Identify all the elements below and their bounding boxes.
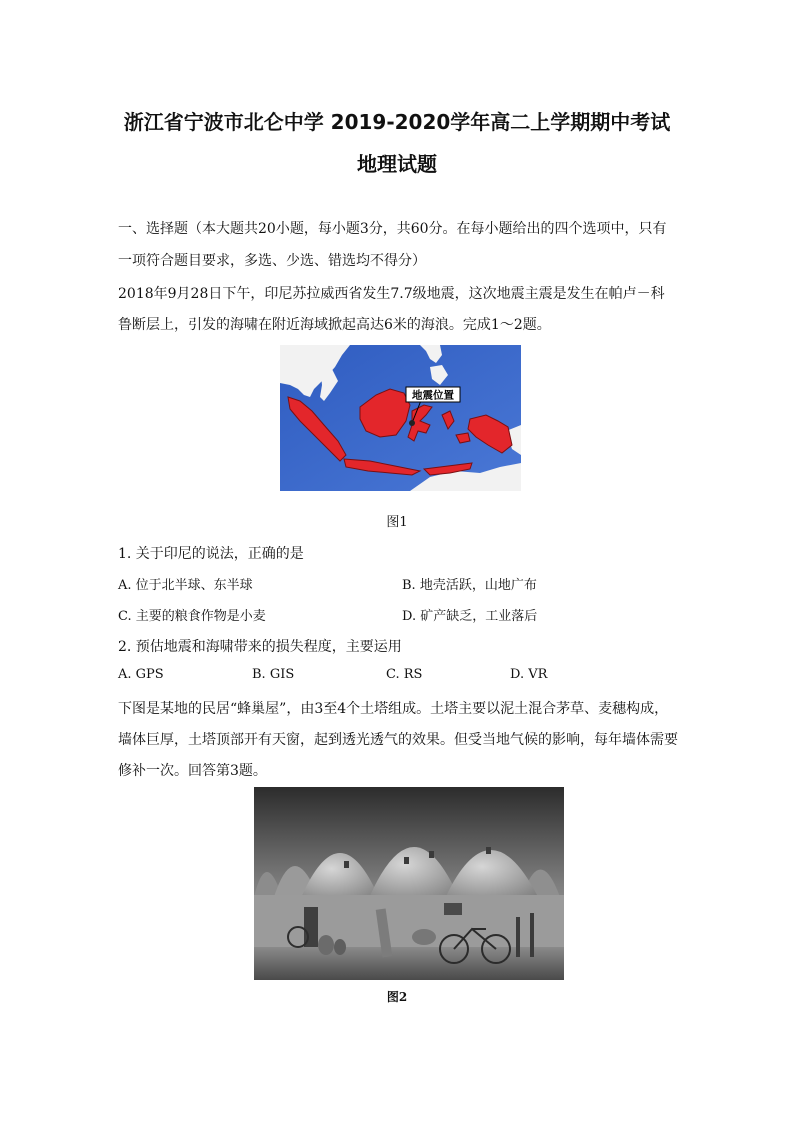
beehive-houses-illustration — [254, 787, 564, 980]
beehive-intro-cont: 墙体巨厚，土塔顶部开有天窗，起到透光透气的效果。但受当地气候的影响，每年墙体需要 — [118, 732, 678, 748]
epicenter-dot — [409, 420, 415, 426]
question-1-option-a: A. 位于北半球、东半球 — [118, 578, 253, 593]
question-2-option-d: D. VR — [510, 667, 548, 682]
beehive-intro: 下图是某地的民居“蜂巢屋”，由3至4个土塔组成。土塔主要以泥土混合茅草、麦穗构成， — [118, 701, 669, 717]
question-2-option-b: B. GIS — [252, 667, 295, 682]
question-1-option-d: D. 矿产缺乏，工业落后 — [402, 609, 538, 624]
question-1-option-c: C. 主要的粮食作物是小麦 — [118, 609, 266, 624]
section-heading-cont: 一项符合题目要求，多选、少选、错选均不得分） — [118, 253, 426, 269]
clay-jar — [318, 935, 334, 955]
figure2-caption: 图2 — [386, 990, 408, 1004]
question-2-option-c: C. RS — [386, 667, 423, 682]
page-subtitle: 地理试题 — [357, 152, 437, 176]
question-1-stem: 1. 关于印尼的说法，正确的是 — [118, 546, 304, 562]
beehive-houses-photo — [254, 787, 564, 980]
epicenter-label: 地震位置 — [412, 389, 454, 402]
figure1-caption: 图1 — [386, 515, 408, 530]
question-2-option-a: A. GPS — [118, 667, 164, 682]
question-1-option-b: B. 地壳活跃，山地广布 — [402, 578, 537, 593]
page-title: 浙江省宁波市北仑中学 2019-2020学年高二上学期期中考试 — [123, 110, 671, 134]
beehive-intro-end: 修补一次。回答第3题。 — [118, 763, 267, 779]
basin — [412, 929, 436, 945]
wall-niche — [444, 903, 462, 915]
clay-jar-small — [334, 939, 346, 955]
indonesia-map-figure — [280, 345, 521, 491]
section-heading: 一、选择题（本大题共20小题，每小题3分，共60分。在每小题给出的四个选项中，只有 — [118, 221, 667, 237]
intro-paragraph: 2018年9月28日下午，印尼苏拉威西省发生7.7级地震，这次地震主震是发生在帕卢－科 — [118, 286, 665, 302]
intro-paragraph-cont: 鲁断层上，引发的海啸在附近海域掀起高达6米的海浪。完成1～2题。 — [118, 317, 551, 333]
indonesia-map — [280, 345, 521, 491]
question-2-stem: 2. 预估地震和海啸带来的损失程度，主要运用 — [118, 639, 402, 655]
